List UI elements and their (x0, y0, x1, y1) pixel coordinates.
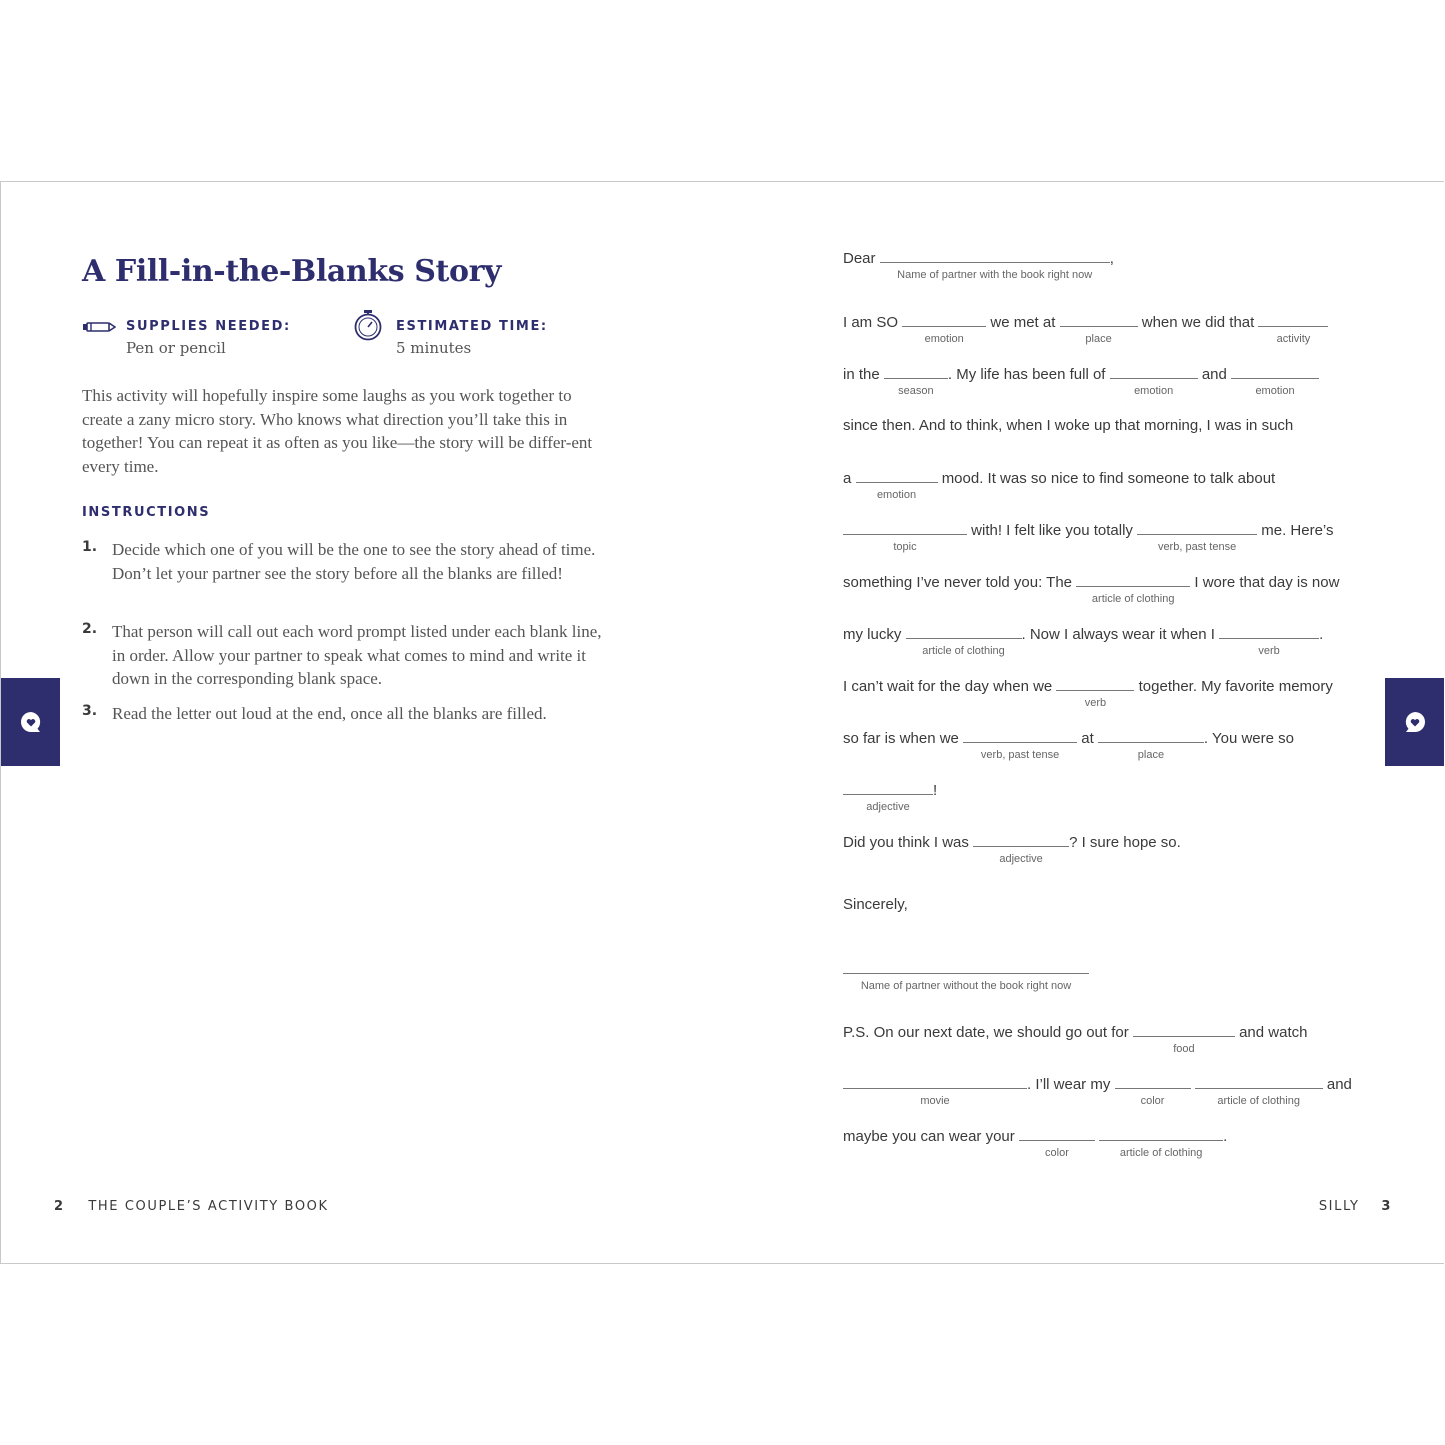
story-line (843, 1075, 1352, 1107)
right-chapter-tab (1385, 678, 1444, 766)
story-text: since then. And to think, when I woke up that morning, I was in such (843, 417, 1294, 434)
blank-line[interactable] (1219, 625, 1319, 657)
blank-hint: movie (920, 1095, 950, 1107)
story-text: a (843, 470, 852, 487)
story-line (843, 781, 938, 813)
time-label: ESTIMATED TIME: (396, 319, 548, 334)
story-text: . You were so (1203, 730, 1294, 747)
page-title: A Fill-in-the-Blanks Story (82, 254, 502, 289)
step-text: Decide which one of you will be the one to see the story ahead of time. Don’t let your partner see the story before all the blanks are filled! (112, 540, 596, 583)
blank-line[interactable] (1133, 1023, 1235, 1055)
story-text: when we did that (1141, 314, 1255, 331)
story-line (843, 573, 1340, 605)
blank-line[interactable] (1137, 521, 1257, 553)
blank-hint: season (898, 385, 934, 397)
story-text: , (1109, 250, 1114, 267)
instructions-heading: INSTRUCTIONS (82, 505, 211, 520)
blank-hint: color (1140, 1095, 1165, 1107)
page-number: 3 (1381, 1199, 1392, 1214)
blank-hint: verb, past tense (980, 749, 1060, 761)
story-text: we met at (990, 314, 1056, 331)
stopwatch-icon (353, 309, 383, 342)
blank-line[interactable] (906, 625, 1022, 657)
blank-hint: topic (893, 541, 917, 553)
blank-hint: activity (1276, 333, 1311, 345)
blank-line[interactable] (1056, 677, 1134, 709)
blank-line[interactable] (1195, 1075, 1323, 1107)
story-text: in the (843, 366, 880, 383)
story-text: and (1201, 366, 1227, 383)
blank-hint: emotion (876, 489, 917, 501)
blank-hint: adjective (999, 853, 1043, 865)
blank-hint: article of clothing (1091, 593, 1175, 605)
pencil-icon (82, 321, 116, 333)
blank-line[interactable] (1076, 573, 1190, 605)
story-text: mood. It was so nice to find someone to talk about (941, 470, 1276, 487)
heart-speech-bubble-icon (19, 710, 43, 734)
blank-line[interactable] (1110, 365, 1198, 397)
blank-hint: emotion (924, 333, 964, 345)
blank-hint: verb (1084, 697, 1107, 709)
story-text: I can’t wait for the day when we (843, 678, 1053, 695)
blank-line[interactable] (880, 249, 1110, 281)
blank-line[interactable] (1258, 313, 1328, 345)
story-line (843, 729, 1294, 761)
story-text: with! I felt like you totally (971, 522, 1133, 539)
step-text: Read the letter out loud at the end, once all the blanks are filled. (112, 704, 547, 723)
blank-line[interactable] (843, 521, 967, 553)
blank-line[interactable] (1060, 313, 1138, 345)
story-text: maybe you can wear your (843, 1128, 1015, 1145)
story-text: at (1081, 730, 1094, 747)
story-text: something I’ve never told you: The (843, 574, 1073, 591)
book-title-footer: THE COUPLE’S ACTIVITY BOOK (88, 1199, 329, 1214)
story-text: ! (933, 782, 938, 799)
story-line (843, 417, 1293, 434)
story-text: and (1326, 1076, 1352, 1093)
story-line (843, 313, 1328, 345)
story-line (843, 1023, 1308, 1055)
story-text: I wore that day is now (1194, 574, 1340, 591)
blank-hint: emotion (1134, 385, 1174, 397)
blank-line[interactable] (902, 313, 986, 345)
story-text: my lucky (843, 626, 902, 643)
blank-hint: verb, past tense (1157, 541, 1237, 553)
supplies-value: Pen or pencil (126, 339, 226, 357)
time-value: 5 minutes (396, 339, 472, 357)
blank-line[interactable] (963, 729, 1077, 761)
story-text: Dear (843, 250, 876, 267)
blank-line[interactable] (884, 365, 948, 397)
blank-line[interactable] (1099, 1127, 1223, 1159)
story-text: ? I sure hope so. (1069, 834, 1181, 851)
step-number: 3. (82, 703, 98, 719)
blank-line[interactable] (843, 1075, 1027, 1107)
blank-line[interactable] (1231, 365, 1319, 397)
blank-hint: adjective (866, 801, 910, 813)
section-title-footer: SILLY (1318, 1199, 1360, 1214)
blank-line[interactable] (1019, 1127, 1095, 1159)
story-text: . (1319, 626, 1324, 643)
blank-hint: article of clothing (1217, 1095, 1300, 1107)
story-line (843, 833, 1181, 865)
story-line (843, 365, 1319, 397)
left-chapter-tab (1, 678, 60, 766)
blank-hint: place (1085, 333, 1112, 345)
blank-line[interactable] (973, 833, 1069, 865)
heart-speech-bubble-icon (1403, 710, 1427, 734)
story-text: me. Here’s (1261, 522, 1334, 539)
supplies-label: SUPPLIES NEEDED: (126, 319, 291, 334)
story-line (843, 249, 1114, 281)
blank-line[interactable] (843, 781, 933, 813)
blank-hint: place (1137, 749, 1165, 761)
step-number: 1. (82, 539, 98, 555)
story-line (843, 896, 908, 913)
blank-hint: color (1045, 1147, 1069, 1159)
blank-hint: article of clothing (1119, 1147, 1203, 1159)
blank-line[interactable] (1098, 729, 1204, 761)
story-text: I am SO (843, 314, 899, 331)
blank-line[interactable] (843, 960, 1089, 992)
story-line (843, 521, 1334, 553)
blank-hint: Name of partner with the book right now (897, 269, 1093, 281)
blank-hint: food (1173, 1043, 1195, 1055)
story-line (843, 677, 1333, 709)
story-text: Did you think I was (843, 834, 969, 851)
intro-paragraph: This activity will hopefully inspire some laughs as you work together to create a zany micro story. Who knows what direction you’ll take this in together! You can repeat it as often as you like—the story will be differ-ent every time. (82, 386, 593, 476)
story-text: . I’ll wear my (1027, 1076, 1111, 1093)
step-number: 2. (82, 621, 98, 637)
story-text: so far is when we (843, 730, 959, 747)
story-text: Sincerely, (843, 896, 908, 913)
page-number: 2 (54, 1199, 65, 1214)
blank-line[interactable] (1115, 1075, 1191, 1107)
blank-hint: Name of partner without the book right now (860, 980, 1072, 992)
step-text: That person will call out each word prompt listed under each blank line, in order. Allow your partner to speak what comes to mind and write it down in the corresponding blank space. (112, 622, 602, 688)
story-text: . My life has been full of (947, 366, 1106, 383)
story-line (843, 469, 1276, 501)
story-text: P.S. On our next date, we should go out for (843, 1024, 1129, 1041)
blank-hint: verb (1258, 645, 1280, 657)
blank-hint: emotion (1255, 385, 1295, 397)
book-spread (0, 181, 1444, 1264)
left-footer (54, 1199, 329, 1214)
story-text: and watch (1239, 1024, 1308, 1041)
story-line (843, 625, 1324, 657)
story-line (843, 1127, 1228, 1159)
right-footer (1319, 1199, 1392, 1214)
blank-line[interactable] (856, 469, 938, 501)
story-text: . Now I always wear it when I (1021, 626, 1215, 643)
blank-hint: article of clothing (922, 645, 1005, 657)
story-text: together. My favorite memory (1138, 678, 1333, 695)
story-line (843, 960, 1089, 992)
story-text: . (1223, 1128, 1228, 1145)
